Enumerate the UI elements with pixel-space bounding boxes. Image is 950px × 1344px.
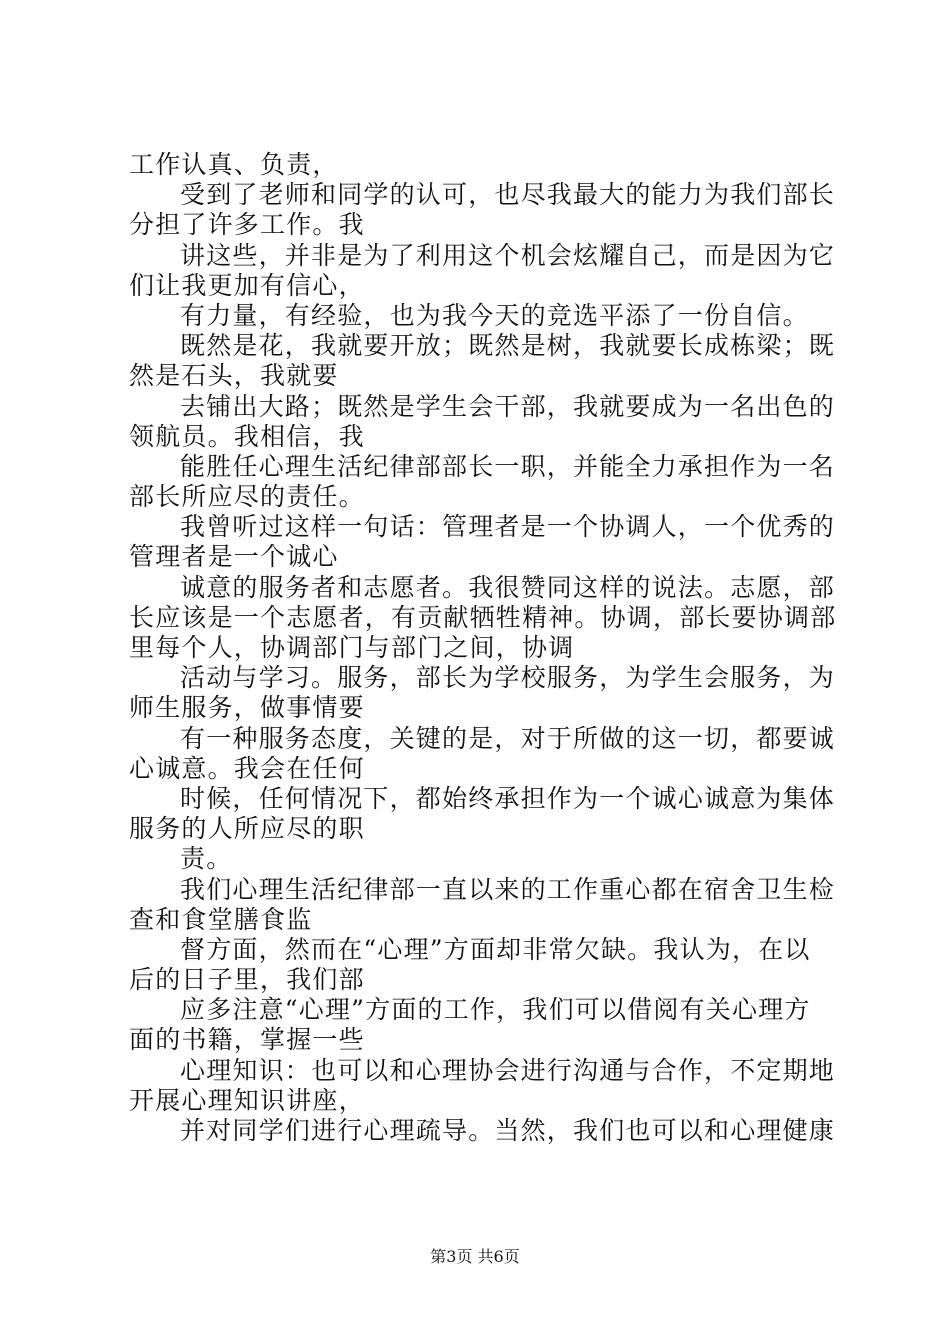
text-line: 管理者是一个诚心: [129, 542, 339, 572]
text-line: 应多注意“心理”方面的工作，我们可以借阅有关心理方: [180, 995, 811, 1025]
text-line: 心理知识：也可以和心理协会进行沟通与合作，不定期地: [180, 1055, 836, 1085]
text-line: 们让我更加有信心，: [129, 270, 365, 300]
text-line: 并对同学们进行心理疏导。当然，我们也可以和心理健康: [180, 1116, 836, 1145]
text-line: 讲这些，并非是为了利用这个机会炫耀自己，而是因为它: [180, 240, 836, 270]
text-line: 受到了老师和同学的认可，也尽我最大的能力为我们部长: [180, 180, 836, 210]
text-line: 分担了许多工作。我: [129, 210, 365, 240]
text-line: 诚意的服务者和志愿者。我很赞同这样的说法。志愿，部: [180, 572, 836, 602]
document-body: [129, 150, 837, 1146]
text-line: 开展心理知识讲座，: [129, 1085, 365, 1115]
text-line: 责。: [180, 844, 233, 874]
text-line: 然是石头，我就要: [129, 361, 339, 391]
text-line: 去铺出大路；既然是学生会干部，我就要成为一名出色的: [180, 391, 836, 421]
text-line: 服务的人所应尽的职: [129, 814, 365, 844]
text-line: 里每个人，协调部门与部门之间，协调: [129, 633, 575, 662]
text-line: 我们心理生活纪律部一直以来的工作重心都在宿舍卫生检: [180, 874, 836, 904]
text-line: 面的书籍，掌握一些: [129, 1025, 365, 1055]
text-line: 有一种服务态度，关键的是，对于所做的这一切，都要诚: [180, 723, 836, 753]
text-line: 查和食堂膳食监: [129, 904, 313, 934]
page-footer: 第3页 共6页: [430, 1247, 520, 1266]
text-line: 有力量，有经验，也为我今天的竞选平添了一份自信。: [180, 300, 809, 330]
text-line: 活动与学习。服务，部长为学校服务，为学生会服务，为: [180, 663, 836, 693]
text-line: 时候，任何情况下，都始终承担作为一个诚心诚意为集体: [180, 783, 836, 813]
text-line: 督方面，然而在“心理”方面却非常欠缺。我认为，在以: [180, 934, 811, 964]
text-line: 后的日子里，我们部: [129, 965, 365, 995]
text-line: 工作认真、负责，: [129, 150, 339, 179]
text-line: 能胜任心理生活纪律部部长一职，并能全力承担作为一名: [180, 451, 836, 481]
text-line: 我曾听过这样一句话：管理者是一个协调人，一个优秀的: [180, 512, 836, 542]
text-line: 既然是花，我就要开放；既然是树，我就要长成栋梁；既: [180, 331, 836, 361]
text-line: 心诚意。我会在任何: [129, 753, 365, 783]
text-line: 长应该是一个志愿者，有贡献牺牲精神。协调，部长要协调部: [129, 602, 837, 632]
text-line: 部长所应尽的责任。: [129, 482, 365, 512]
text-line: 师生服务，做事情要: [129, 693, 365, 723]
text-line: 领航员。我相信，我: [129, 421, 365, 451]
